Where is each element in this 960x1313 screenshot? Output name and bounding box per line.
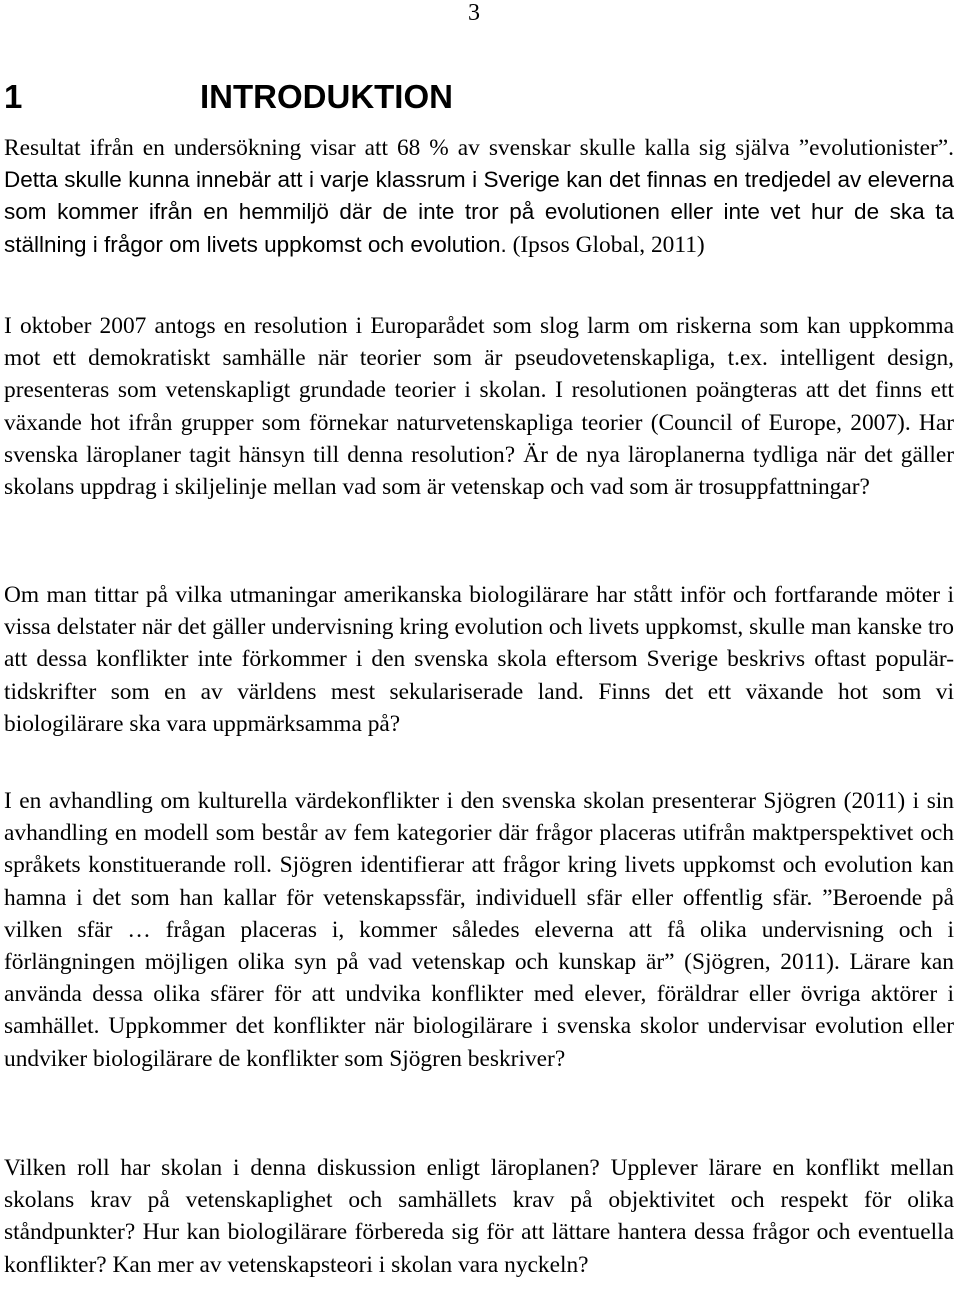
- paragraph-1-sans-run: Detta skulle kunna innebär att i varje klassrum i Sverige kan det finnas en tredjedel av eleverna som kommer ifrån en hemmiljö där de inte tror på evolutionen eller inte vet hur de ska ta ställning i frågor om livets uppkomst och evolution.: [4, 167, 954, 257]
- paragraph-1-citation: (Ipsos Global, 2011): [506, 231, 705, 258]
- paragraph-5: [4, 1152, 954, 1281]
- paragraph-2: [4, 310, 954, 503]
- paragraph-3-text: Om man tittar på vilka utmaningar amerikanska biologilärare har stått inför och fortfarande möter i vissa delstater när det gäller undervisning kring evolution och livets uppkomst, skulle man kanske tro att dessa konflikter inte förkommer i den svenska skola eftersom Sverige beskrivs oftast populär-tidskrifter som en av världens mest sekulariserade land. Finns det ett växande hot som vi biologilärare ska vara uppmärksamma på?: [4, 582, 954, 737]
- paragraph-1-lead: Resultat ifrån en undersökning visar att 68 % av svenskar skulle kalla sig själva ”evolutionister”.: [4, 135, 954, 161]
- paragraph-1: [4, 132, 954, 261]
- paragraph-3: [4, 579, 954, 740]
- chapter-heading: [4, 78, 954, 116]
- chapter-number: 1: [4, 78, 23, 115]
- page-number: 3: [468, 0, 480, 26]
- paragraph-4-text: I en avhandling om kulturella värdekonflikter i den svenska skolan presenterar Sjögren (2011) i sin avhandling en modell som består av fem kategorier där frågor placeras utifrån maktperspektivet och språkets konstituerande roll. Sjögren identifierar att frågor kring livets uppkomst och evolution kan hamna i det som han kallar för vetenskapssfär, individuell sfär eller offentlig sfär. ”Beroende på vilken sfär … frågan placeras i, kommer således eleverna att få olika undervisning och i förlängningen möjligen olika syn på vad vetenskap och kunskap är” (Sjögren, 2011). Lärare kan använda dessa olika sfärer för att undvika konflikter med elever, föräldrar eller övriga aktörer i samhället. Uppkommer det konflikter när biologilärare i svenska skolor undervisar evolution eller undviker biologilärare de konflikter som Sjögren beskriver?: [4, 788, 954, 1072]
- paragraph-4: [4, 785, 954, 1075]
- chapter-title: INTRODUKTION: [200, 78, 453, 115]
- paragraph-5-text: Vilken roll har skolan i denna diskussion enligt läroplanen? Upplever lärare en konflikt mellan skolans krav på vetenskaplighet och samhällets krav på objektivitet och respekt för olika ståndpunkter? Hur kan biologilärare förbereda sig för att lättare hantera dessa frågor och eventuella konflikter? Kan mer av vetenskapsteori i skolan vara nyckeln?: [4, 1155, 954, 1278]
- paragraph-2-text: I oktober 2007 antogs en resolution i Europarådet som slog larm om riskerna som kan uppkomma mot ett demokratiskt samhälle när teorier som är pseudovetenskapliga, t.ex. intelligent design, presenteras som vetenskapligt grundade teorier i skolan. I resolutionen poängteras att det finns ett växande hot ifrån grupper som förnekar naturvetenskapliga teorier (Council of Europe, 2007). Har svenska läroplaner tagit hänsyn till denna resolution? Är de nya läroplanerna tydliga när det gäller skolans uppdrag i skiljelinje mellan vad som är vetenskap och vad som är trosuppfattningar?: [4, 313, 954, 501]
